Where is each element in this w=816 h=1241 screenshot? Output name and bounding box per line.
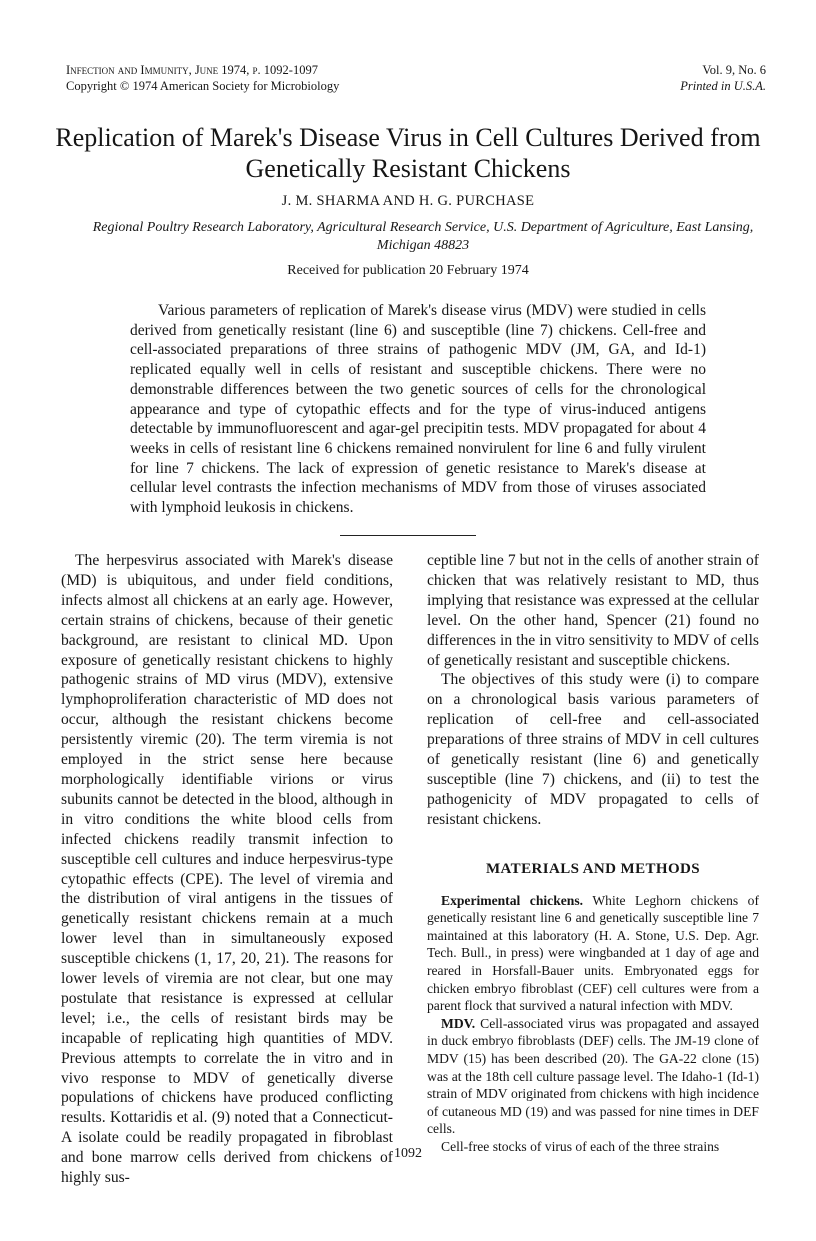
received-date: Received for publication 20 February 1974 [287, 263, 529, 278]
methods-mdv-paragraph [427, 1015, 759, 1138]
right-column [427, 551, 759, 1156]
article-title: Replication of Marek's Disease Virus in Cell Cultures Derived from Genetically Resistant Chickens [55, 123, 761, 183]
methods-cellfree-paragraph: Cell-free stocks of virus of each of the three strains [441, 1138, 720, 1154]
mdv-text: Cell-associated virus was propagated and assayed in duck embryo fibroblasts (DEF) cells. The JM-19 clone of MDV (15) has been described (20). The GA-22 clone (15) was at the 18th cell culture passage level. The Idaho-1 (Id-1) strain of MDV originated from chickens with high incidence of cutaneous MD (19) and was passed for nine times in DEF cells. [427, 1015, 760, 1137]
chickens-text: White Leghorn chickens of genetically resistant line 6 and genetically susceptible line 7 maintained at this laboratory (H. A. Stone, U.S. Dep. Agr. Tech. Bull., in press) were wingbanded at 1 day of age and reared in Horsfall-Bauer units. Embryonated eggs for chicken embryo fibroblast (CEF) cell cultures were from a parent flock that survived a natural infection with MDV. [427, 892, 759, 1014]
left-column [61, 551, 393, 1188]
intro-paragraph-1: The herpesvirus associated with Marek's disease (MD) is ubiquitous, and under field conditions, infects almost all chickens at an early age. However, certain strains of chickens, because of their genetic background, are resistant to clinical MD. Upon exposure of genetically resistant chickens to highly pathogenic strains of MD virus (MDV), extensive lymphoproliferation characteristic of MD does not occur, although the resistant chickens become persistently viremic (20). The term viremia is not employed in the strict sense here because morphologically identifiable virions or virus subunits cannot be detected in the blood, although in in vitro conditions the white blood cells from infected chickens readily transmit infection to susceptible cell cultures and induce herpesvirus-type cytopathic effects (CPE). The level of viremia and the distribution of viral antigens in the tissues of genetically resistant chickens remain at a much lower level than in simultaneously exposed susceptible chickens (1, 17, 20, 21). The reasons for lower levels of viremia are not clear, but one may postulate that resistance is expressed at cellular level; i.e., the cells of resistant birds may be incapable of replicating high quantities of MDV. Previous attempts to correlate the in vitro and in vivo response to MDV of genetically diverse populations of chickens have produced conflicting results. Kottaridis et al. (9) noted that a Connecticut-A isolate could be readily propagated in fibroblast and bone marrow cells derived from chickens of highly sus- [61, 552, 393, 1187]
page-number: 1092 [394, 1146, 422, 1161]
volume-issue: Vol. 9, No. 6 [702, 63, 766, 77]
mdv-subheading: MDV. [441, 1015, 476, 1031]
running-header-left [66, 62, 339, 94]
running-header-right [680, 62, 766, 94]
chickens-subheading: Experimental chickens. [441, 892, 584, 908]
author-list: J. M. SHARMA AND H. G. PURCHASE [281, 193, 535, 209]
methods-chickens-paragraph [427, 892, 759, 1015]
intro-paragraph-2: The objectives of this study were (i) to compare on a chronological basis various parameters of replication of cell-free and cell-associated preparations of three strains of MDV in cell cultures of genetically resistant (line 6) and genetically susceptible (line 7) chickens, and (ii) to test the pathogenicity of MDV propagated to cells of resistant chickens. [427, 671, 759, 828]
abstract: Various parameters of replication of Marek's disease virus (MDV) were studied in cells derived from genetically resistant (line 6) and susceptible (line 7) chickens. Cell-free and cell-associated preparations of three strains of pathogenic MDV (JM, GA, and Id-1) replicated equally well in cells of resistant and susceptible chickens. There were no demonstrable differences between the two genetic sources of cells for the chronological appearance and type of cytopathic effects and for the type of virus-induced antigens detectable by immunofluorescent and agar-gel precipitin tests. MDV propagated for about 4 weeks in cells of resistant line 6 chickens remained nonvirulent for line 6 and fully virulent for line 7 chickens. The lack of expression of genetic resistance to Marek's disease at cellular level contrasts the infection mechanisms of MDV from those of viruses associated with lymphoid leukosis in chickens. [130, 302, 706, 517]
methods-heading: MATERIALS AND METHODS [486, 860, 700, 877]
printed-in: Printed in U.S.A. [680, 79, 766, 93]
affiliation: Regional Poultry Research Laboratory, Agricultural Research Service, U.S. Department of Agriculture, East Lansing, Michigan 48823 [92, 220, 754, 253]
copyright-line: Copyright © 1974 American Society for Microbiology [66, 79, 340, 93]
journal-citation: Infection and Immunity, June 1974, p. 1092-1097 [66, 63, 318, 77]
intro-paragraph-1-continued: ceptible line 7 but not in the cells of another strain of chicken that was relatively resistant to MD, thus implying that resistance was expressed at the cellular level. On the other hand, Spencer (21) found no differences in the in vitro sensitivity to MDV of cells of genetically resistant and susceptible chickens. [427, 552, 759, 669]
section-divider [340, 535, 476, 536]
